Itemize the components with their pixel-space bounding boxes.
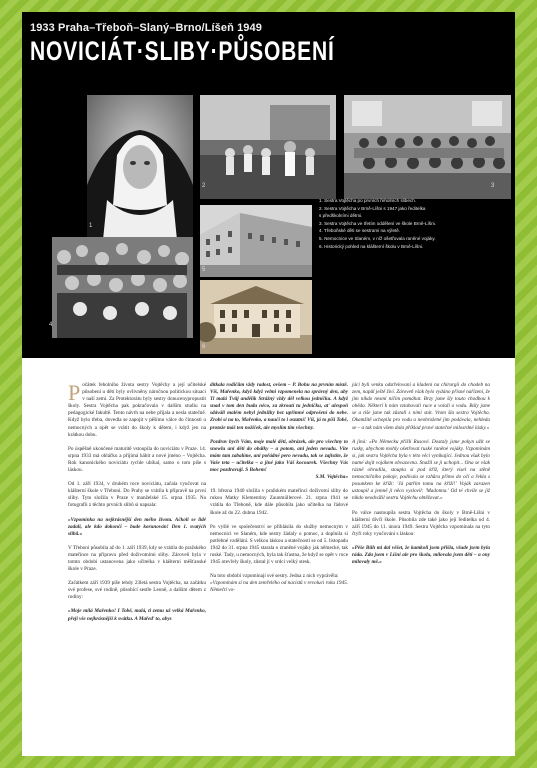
text-column-1	[68, 382, 206, 630]
photo-captions	[319, 197, 499, 250]
photo-number-6: 6	[202, 344, 206, 350]
caption-item: 6. Historický pohled na klášterní školu v Brně-Líšni.	[319, 243, 424, 249]
photo-children-group	[200, 95, 336, 199]
dropcap: P	[68, 380, 81, 405]
photo-hospital	[200, 205, 312, 277]
photo-number-5: 5	[202, 267, 206, 273]
paragraph: Po úspěšně ukončené maturitě vstoupila do noviciátu v Praze. 14. srpna 1933 má obláčku a přijímá hábit a nové jméno – Vojtěcha. Rok kanonického noviciátu rychle ubíhal, samo o tom píše s láskou.	[68, 445, 206, 474]
paragraph: Po vyšlé ve společenství se přihlásila do služby nemocným v nemocnici ve Slaném, kde sestry žádaly o pomoc, a doplnila si potřebné vzdělání. S velkou láskou a statečností se od 5. listopadu 1942 do 31. srpna 1945 starala o zraněné vojáky jak německé, tak ruské. Tady, u nemocných, byla tak šťastna, že když se opět v roce 1945 otevřely školy, zůstal jí v srdci velký stesk.	[210, 523, 348, 566]
caption-item: s předškolními dětmi.	[319, 213, 363, 219]
photo-number-1: 1	[89, 223, 93, 229]
caption-item: 1. Sestra Vojtěcha po prvních řeholních slibech.	[319, 198, 417, 203]
paragraph: 19. března 1940 složila v pražském mateřinci doživotní sliby do rukou Matky Klementiny Zaunmüllerové. 21. srpna 1941 se vrátila do Třeboně, kde dále působila jako učitelka na řádové škole až do 22. dubna 1942.	[210, 488, 348, 516]
quote: A jiná: »Po Německu přišli Rusové. Dostaly jsme pokyn užít se rusky, abychom mohly ošetřovat ruské raněné vojáky. Vzpomínám si, jak sestra Vojtěcha byla v této věci vynikající. Jednou však bylo nutné dojít vojákem obvazovna. Snažil se ji uchopit... Ona se však rázně ohradila, stoupla si pod kříž, který visel na stěně nemocničního pokoje, podívala se vzhůru přímo do očí a řekla s posunkem ke kříži: 'Já patřím tomu na kříži!' Voják zarazen ustoupil a jemně ji něco vyslovil: 'Madonna.' Od té chvíle se již nikdo neodvážil sestru Vojtěchu obtěžovat.«	[352, 438, 490, 502]
text-column-3	[352, 382, 490, 573]
caption-item: 4. Třeboňské děti se sestrami na výletě.	[319, 228, 401, 234]
caption-item: 2. Sestra Vojtěcha v Brně-Líšni s 1947 jako ředitelka	[319, 205, 426, 211]
article-text-area	[22, 358, 515, 756]
paragraph: Od 1. září 1934, v druhém roce noviciátu, začala vyučovat na klášterní škole v Třeboni. Do Prahy se vrátila k přípravě na první sliby. Tyto složila v Praze v manželské 15. srpna 1935. Na fotografii z těchto prvních slibů si napsala:	[68, 481, 206, 509]
photo-number-4: 4	[49, 322, 53, 328]
photo-trip-crowd	[52, 237, 193, 338]
quote: jáci byli venku odstřelovaní a kladeni na chirurgii do chodeb na zem, napůl ještě živí. Zároveň však bylo vydáno přísné nařízení, že jim nikdo nesmí ničím pomáhat. Brzy jsme šly touto chodbou k oběda. Některí k nám vztahovali ruce a volali o vodu. Bály jsme se a tiše jsme tak zůstali s nimi stát. Vtom šla sestra Vojtěcha. Okamžitě uchopila pro vodu a neohrožené jim podávala, nehleda se – a tak nám všem dala příklad pravé statečné milosrdné lásky.«	[352, 382, 490, 431]
paragraph: Začátkem září 1939 píše tehdy 23letá sestra Vojtěcha, na začátku své profese, své rodině, působící sestře Leoně, a dalším dětem z rodiny:	[68, 580, 206, 601]
signature: S.M. Vojtěcha«	[315, 474, 348, 481]
poster-title: NOVICIÁT·SLIBY·PŮSOBENÍ	[30, 36, 335, 66]
intro-paragraph: Počátek řeholního života sestry Vojtěchy a její učitelské působení u dětí byly ovlivněny náročnou politickou situací v naší zemi. Za Protektorátu byly sestry donucenypropustit školy. Sestra Vojtěcha pak pokračovala v dalším studiu na pedagogické fakultě. Tento návrh na nebe přijala a nesla statečně. Když bylo třeba, dovedla se zapojit v pěšímu válce do činnosti u nemocných a opět se vrátit do školy k dětem, i když jen na krátkou dobu.	[68, 380, 206, 438]
quote: »Pěše Bůh mi dal věšet, že kamkoli jsem přišla, všude jsem byla ráda. Zda jsem v Líšni ale pro školu, milovala jsem děti – a ony milovaly mě.«	[352, 544, 490, 566]
photo-number-2: 2	[202, 183, 206, 189]
photo-classroom	[344, 95, 511, 199]
quote: »Vzpomínka na nejkrásnější den mého života. Ačkoli se lidé zadali, ale kdo dokončí – bude korunován! Den 1. svatých slibů.«	[68, 516, 206, 537]
photo-school-historical	[200, 280, 312, 354]
caption-item: 3. Sestra Vojtěcha ve třetím oddělení ve škole Brně-Líšni.	[319, 220, 436, 226]
text-column-2	[210, 382, 348, 601]
caption-item: 5. Nemocnice ve Slaném, v níž ošetřovala raněné vojáky.	[319, 235, 436, 241]
quote: dítkala rodičům vždy radost, ovšem – P. Bohu na prvním místě. Víš, Mařenko, když když velmi vzpomenela na správný den, aby Ti malá Tvůj andělík Strážný vždy děl velkou jedničku. A když snad v tom den budu něco, za zkroutí tu jedničku, ať alespoň sdáváli malém nebyl jednižky bez upřímné odprošení do nebe. Zrobí si na to, Mařenko, a naučí to i ostatní! Víš, já to píši Tobě, protože máš ten nožiček, ale myslím tím všechny.	[210, 382, 348, 431]
paragraph: Po válce nastoupila sestra Vojtěcha do školy v Brně-Líšni v klášterní dívčí škole. Působila zde také jako její ředitelka od 4. září 1945 do 11. února 1949. Sestra Vojtěcha vzpomínala na tyto čtyři roky vyučování s láskou:	[352, 509, 490, 537]
paragraph: Na toto období vzpomínají své sestry. Jedna z nich vyprávěla:	[210, 573, 339, 580]
quote: Pozdrav bych Vám, moje malé děti, obrázek, ale pro všechny to snowlu ani děti do obálky – a potom, ani jeden nevadu. Víte mám tam zabalíme, ani pořádné pero nevadu, tak se zajistíte, že Vaše teta – učitelka – a jiné jako Váš kocourek. Všechny Vás moc pozdravuji. S Bohem!	[210, 438, 348, 474]
poster-subtitle: 1933 Praha–Třeboň–Slaný–Brno/Líšeň 1949	[30, 22, 262, 34]
poster-sheet	[22, 12, 515, 756]
photo-number-3: 3	[491, 183, 495, 189]
quote: »Moje milá Mařenko! I Tobě, malá, ti zemu už velká Mařenko, přeji vše nejkrásnější k svátku. A Mařeď to, abys	[68, 608, 206, 622]
photo-nun-portrait	[87, 95, 193, 240]
paragraph: V Třeboni působila až do 1. září 1939, kdy se vrátila do pražského mateřince na přípravu před doživotními sliby. Zároveň byla v tomto období ustanovena jako učitelka v klášterní měšťanské škole v Praze.	[68, 544, 206, 573]
quote: »Vzpomínám si na den zemřelého od nacistů v revoluci roku 1945. Němečtí vo-	[210, 580, 348, 594]
